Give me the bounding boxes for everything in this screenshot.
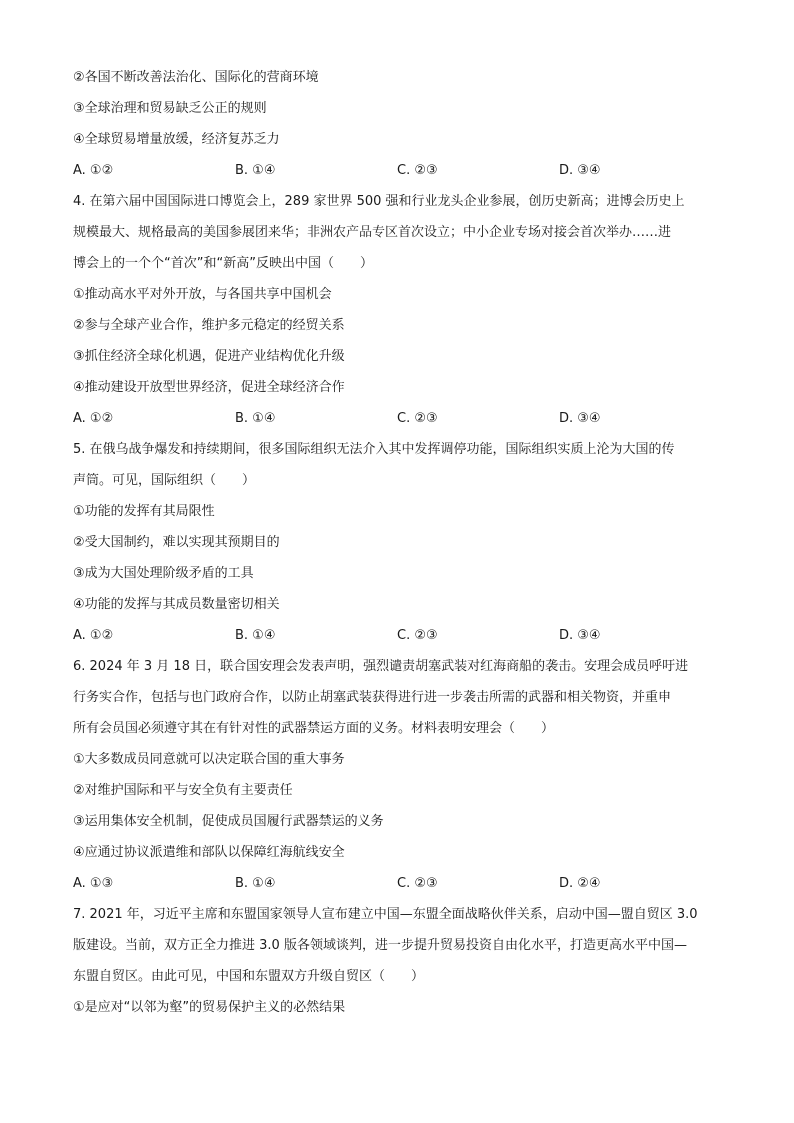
q5-option-d[interactable]: D. ③④ xyxy=(559,628,601,643)
q3-item-3: ③全球治理和贸易缺乏公正的规则 xyxy=(73,101,267,116)
q6-stem-line-3: 所有会员国必须遵守其在有针对性的武器禁运方面的义务。材料表明安理会（ ） xyxy=(73,721,555,736)
q4-option-c[interactable]: C. ②③ xyxy=(397,411,438,426)
q6-stem-line-2: 行务实合作，包括与也门政府合作，以防止胡塞武装获得进行进一步袭击所需的武器和相关物资，并重申 xyxy=(73,690,672,705)
q5-option-b[interactable]: B. ①④ xyxy=(235,628,276,643)
q4-options xyxy=(73,403,733,434)
q3-options xyxy=(73,155,733,186)
exam-page xyxy=(73,62,733,1023)
q3-item-2: ②各国不断改善法治化、国际化的营商环境 xyxy=(73,70,319,85)
q6-item-4: ④应通过协议派遣维和部队以保障红海航线安全 xyxy=(73,845,345,860)
q5-option-c[interactable]: C. ②③ xyxy=(397,628,438,643)
q4-item-3: ③抓住经济全球化机遇，促进产业结构优化升级 xyxy=(73,349,345,364)
q3-item-4: ④全球贸易增量放缓，经济复苏乏力 xyxy=(73,132,280,147)
q6-item-2: ②对维护国际和平与安全负有主要责任 xyxy=(73,783,293,798)
q7-stem-line-1: 7. 2021 年，习近平主席和东盟国家领导人宣布建立中国—东盟全面战略伙伴关系，启动中国—盟自贸区 3.0 xyxy=(73,907,698,922)
q3-option-a[interactable]: A. ①② xyxy=(73,163,114,178)
q5-item-2: ②受大国制约，难以实现其预期目的 xyxy=(73,535,280,550)
q7-stem-line-3: 东盟自贸区。由此可见，中国和东盟双方升级自贸区（ ） xyxy=(73,969,425,984)
q5-item-1: ①功能的发挥有其局限性 xyxy=(73,504,215,519)
q6-item-3: ③运用集体安全机制，促使成员国履行武器禁运的义务 xyxy=(73,814,384,829)
q5-stem-line-2: 声筒。可见，国际组织（ ） xyxy=(73,473,256,488)
q4-stem-line-3: 博会上的一个个“首次”和“新高”反映出中国（ ） xyxy=(73,256,373,271)
q6-option-b[interactable]: B. ①④ xyxy=(235,876,276,891)
q3-option-c[interactable]: C. ②③ xyxy=(397,163,438,178)
q3-option-d[interactable]: D. ③④ xyxy=(559,163,601,178)
q6-item-1: ①大多数成员同意就可以决定联合国的重大事务 xyxy=(73,752,345,767)
q4-item-1: ①推动高水平对外开放，与各国共享中国机会 xyxy=(73,287,332,302)
q5-option-a[interactable]: A. ①② xyxy=(73,628,114,643)
q6-option-c[interactable]: C. ②③ xyxy=(397,876,438,891)
q5-item-4: ④功能的发挥与其成员数量密切相关 xyxy=(73,597,280,612)
q4-option-a[interactable]: A. ①② xyxy=(73,411,114,426)
q7-item-1: ①是应对“以邻为壑”的贸易保护主义的必然结果 xyxy=(73,1000,346,1015)
q5-stem-line-1: 5. 在俄乌战争爆发和持续期间，很多国际组织无法介入其中发挥调停功能，国际组织实质上沦为大国的传 xyxy=(73,442,675,457)
q4-item-2: ②参与全球产业合作，维护多元稳定的经贸关系 xyxy=(73,318,345,333)
q6-option-d[interactable]: D. ②④ xyxy=(559,876,601,891)
q4-stem-line-2: 规模最大、规格最高的美国参展团来华；非洲农产品专区首次设立；中小企业专场对接会首次举办……进 xyxy=(73,225,672,240)
q6-options xyxy=(73,868,733,899)
q7-stem-line-2: 版建设。当前，双方正全力推进 3.0 版各领域谈判，进一步提升贸易投资自由化水平，打造更高水平中国— xyxy=(73,938,687,953)
q5-item-3: ③成为大国处理阶级矛盾的工具 xyxy=(73,566,254,581)
q6-stem-line-1: 6. 2024 年 3 月 18 日，联合国安理会发表声明，强烈谴责胡塞武装对红海商船的袭击。安理会成员呼吁进 xyxy=(73,659,689,674)
q4-option-b[interactable]: B. ①④ xyxy=(235,411,276,426)
q6-option-a[interactable]: A. ①③ xyxy=(73,876,114,891)
q5-options xyxy=(73,620,733,651)
q4-item-4: ④推动建设开放型世界经济，促进全球经济合作 xyxy=(73,380,345,395)
q4-option-d[interactable]: D. ③④ xyxy=(559,411,601,426)
q3-option-b[interactable]: B. ①④ xyxy=(235,163,276,178)
q4-stem-line-1: 4. 在第六届中国国际进口博览会上，289 家世界 500 强和行业龙头企业参展，创历史新高；进博会历史上 xyxy=(73,194,685,209)
